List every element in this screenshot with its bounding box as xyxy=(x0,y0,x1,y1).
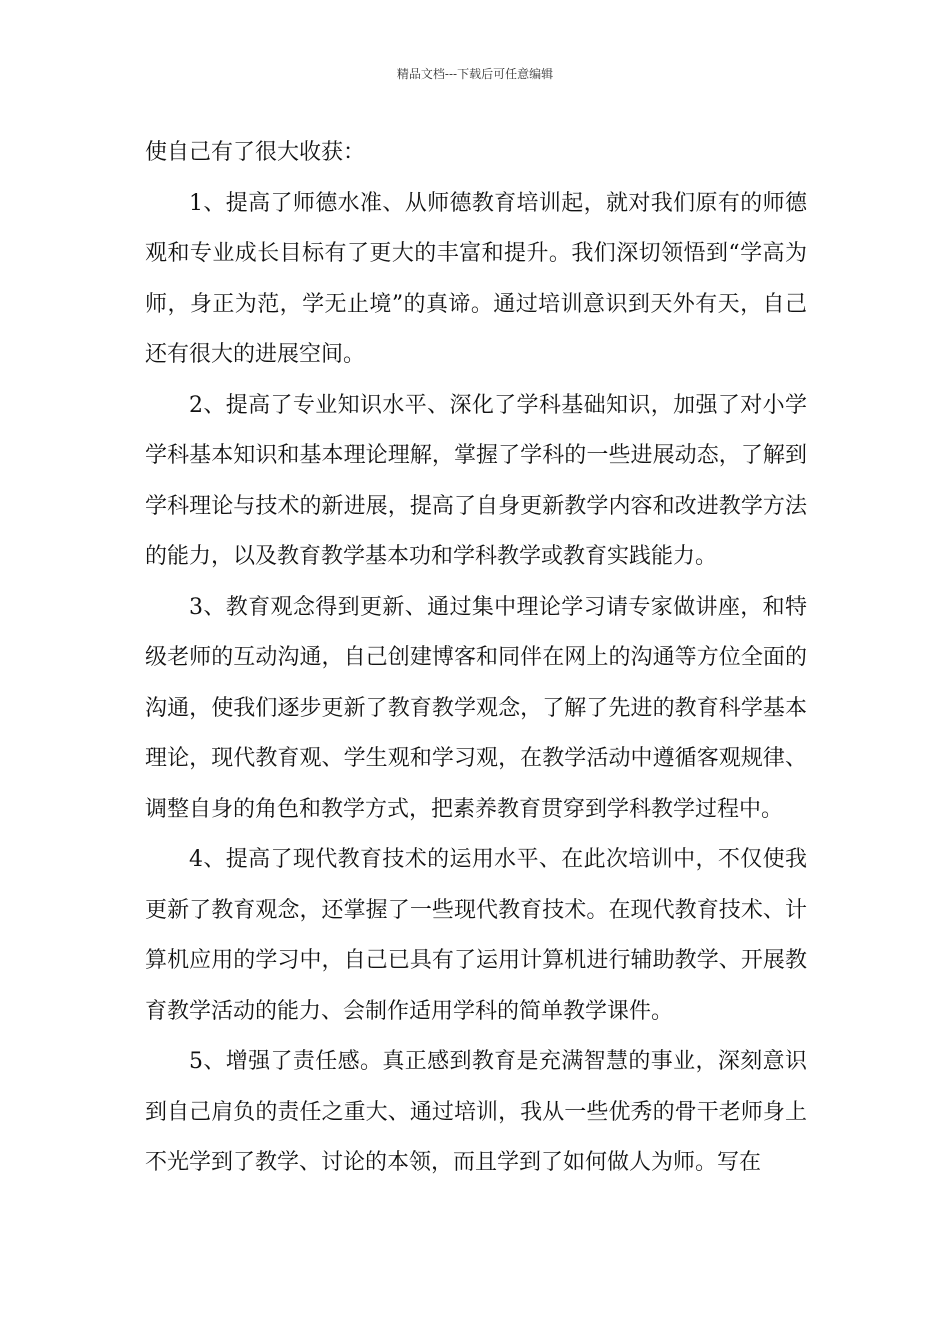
paragraph-item-4: 4、提高了现代教育技术的运用水平、在此次培训中，不仅使我更新了教育观念，还掌握了一些现代教育技术。在现代教育技术、计算机应用的学习中，自己已具有了运用计算机进行辅助教学、开展教育教学活动的能力、会制作适用学科的简单教学课件。 xyxy=(145,847,807,1024)
paragraph-item-1: 1、提高了师德水准、从师德教育培训起，就对我们原有的师德观和专业成长目标有了更大的丰富和提升。我们深切领悟到“学高为师，身正为范，学无止境”的真谛。通过培训意识到天外有天，自己还有很大的进展空间。 xyxy=(145,190,807,367)
paragraph-item-3: 3、教育观念得到更新、通过集中理论学习请专家做讲座，和特级老师的互动沟通，自己创建博客和同伴在网上的沟通等方位全面的沟通，使我们逐步更新了教育教学观念，了解了先进的教育科学基本理论，现代教育观、学生观和学习观，在教学活动中遵循客观规律、调整自身的角色和教学方式，把素养教育贯穿到学科教学过程中。 xyxy=(145,594,807,822)
paragraph-continuation: 使自己有了很大收获： xyxy=(145,140,366,165)
paragraph-item-2: 2、提高了专业知识水平、深化了学科基础知识，加强了对小学学科基本知识和基本理论理解，掌握了学科的一些进展动态，了解到学科理论与技术的新进展，提高了自身更新教学内容和改进教学方法的能力，以及教育教学基本功和学科教学或教育实践能力。 xyxy=(145,392,807,569)
page-header: 精品文档---下载后可任意编辑 xyxy=(396,67,554,81)
document-body xyxy=(145,128,807,1189)
paragraph-item-5: 5、增强了责任感。真正感到教育是充满智慧的事业，深刻意识到自己肩负的责任之重大、通过培训，我从一些优秀的骨干老师身上不光学到了教学、讨论的本领，而且学到了如何做人为师。写在 xyxy=(145,1049,807,1175)
